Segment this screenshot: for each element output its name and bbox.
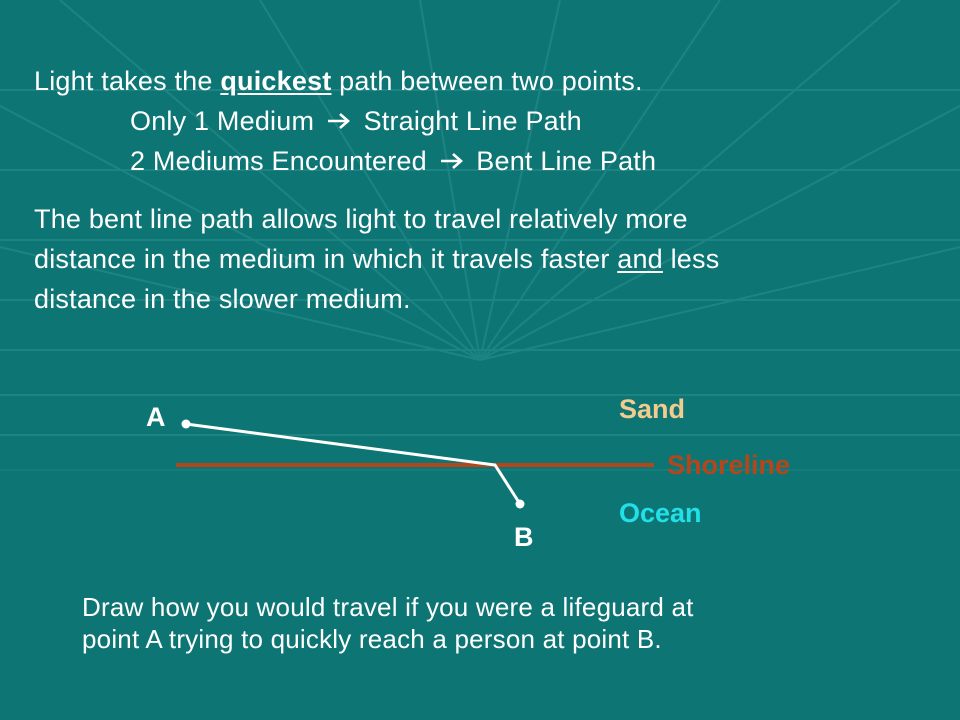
shoreline-label: Shoreline bbox=[667, 450, 791, 480]
paragraph-part-1: The bent line path allows light to travel relatively more bbox=[34, 204, 688, 234]
ocean-label: Ocean bbox=[619, 498, 702, 528]
prompt-text-1: Draw how you would travel if you were a lifeguard at bbox=[82, 592, 694, 622]
point-a-label: A bbox=[146, 402, 166, 432]
point-b-label: B bbox=[514, 522, 534, 552]
straight-line-path-label: Straight Line Path bbox=[363, 106, 582, 136]
paragraph-part-2-before: distance in the medium in which it travels faster bbox=[34, 244, 618, 274]
prompt-line-1 bbox=[82, 592, 694, 622]
one-medium-label: Only 1 Medium bbox=[130, 106, 315, 136]
emphasis-and: and bbox=[617, 244, 663, 274]
emphasis-quickest: quickest bbox=[220, 66, 332, 96]
prompt-line-2 bbox=[82, 624, 662, 654]
bent-line-path-label: Bent Line Path bbox=[476, 146, 657, 176]
prompt-text-2: point A trying to quickly reach a person at point B. bbox=[82, 624, 662, 654]
sand-label: Sand bbox=[619, 394, 686, 424]
point-a-dot bbox=[182, 420, 191, 429]
paragraph-part-2-after: less bbox=[662, 244, 720, 274]
intro-line-1-after: path between two points. bbox=[331, 66, 643, 96]
paragraph-part-3: distance in the slower medium. bbox=[34, 284, 411, 314]
intro-line-1-before: Light takes the bbox=[34, 66, 221, 96]
point-b-dot bbox=[516, 500, 525, 509]
two-mediums-label: 2 Mediums Encountered bbox=[130, 146, 427, 176]
